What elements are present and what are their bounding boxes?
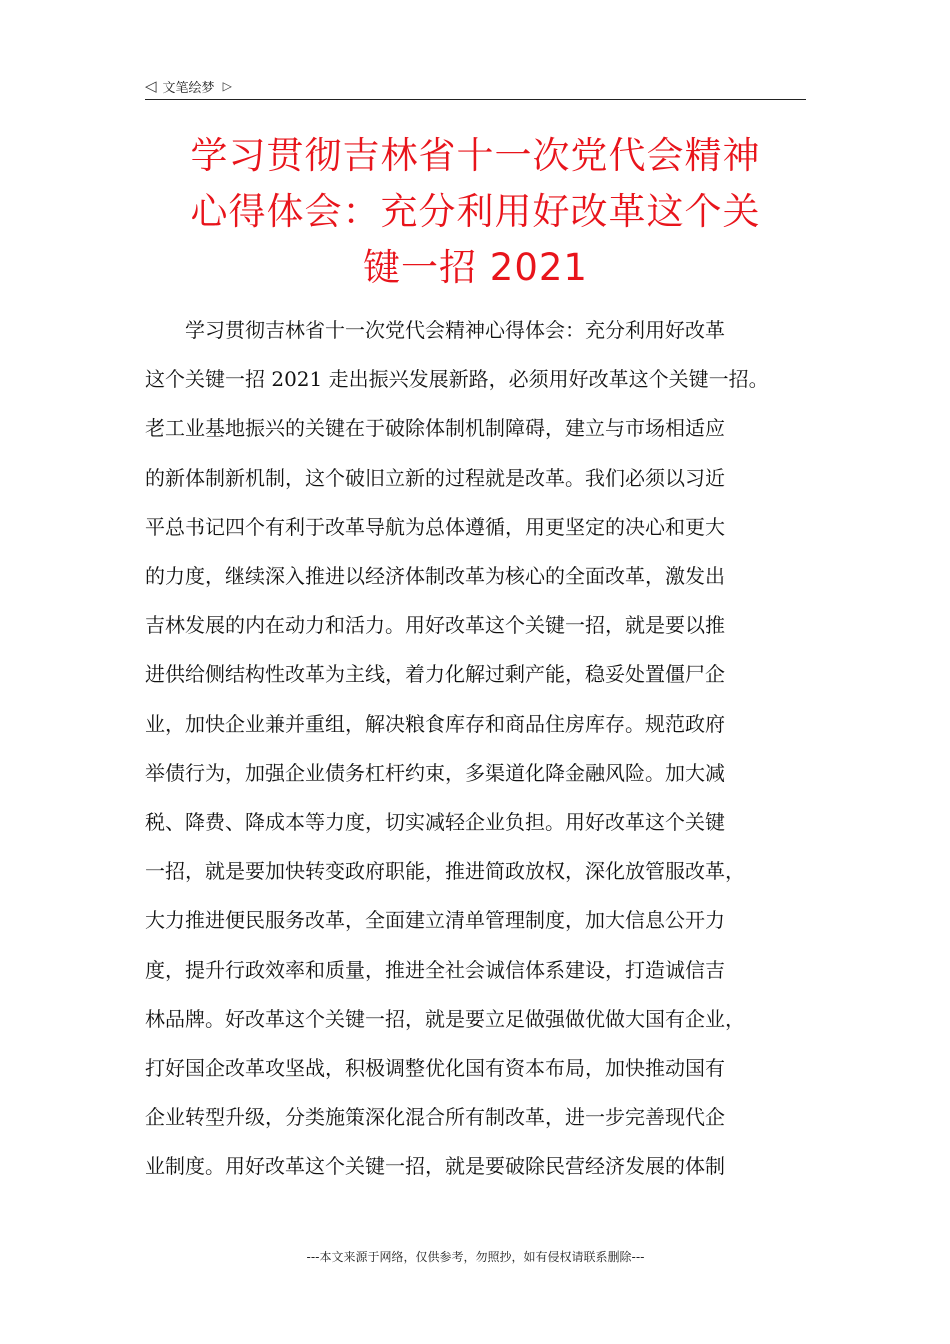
body-line: 一招，就是要加快转变政府职能，推进简政放权，深化放管服改革，	[145, 859, 745, 884]
body-line: 举债行为，加强企业债务杠杆约束，多渠道化降金融风险。加大减	[145, 760, 725, 785]
title-line: 键一招 2021	[363, 246, 588, 289]
body-line: 的新体制新机制，这个破旧立新的过程就是改革。我们必须以习近	[145, 465, 725, 490]
body-line: 进供给侧结构性改革为主线，着力化解过剩产能，稳妥处置僵尸企	[145, 662, 725, 687]
title-line: 学习贯彻吉林省十一次党代会精神	[190, 134, 761, 177]
body-text	[145, 306, 813, 1192]
body-line: 业，加快企业兼并重组，解决粮食库存和商品住房库存。规范政府	[145, 711, 725, 736]
body-line: 吉林发展的内在动力和活力。用好改革这个关键一招，就是要以推	[145, 613, 725, 638]
brand-label: 文笔绘梦	[162, 80, 215, 96]
body-line: 业制度。用好改革这个关键一招，就是要破除民营经济发展的体制	[145, 1154, 725, 1179]
document-header	[145, 74, 232, 98]
document-title	[145, 128, 806, 296]
header-divider	[145, 99, 806, 100]
triangle-right-outline-icon: ▷	[222, 79, 232, 93]
body-line: 的力度，继续深入推进以经济体制改革为核心的全面改革，激发出	[145, 564, 725, 589]
footer-disclaimer: ---本文来源于网络，仅供参考，勿照抄，如有侵权请联系删除---	[306, 1250, 645, 1264]
triangle-left-outline-icon: ◁	[145, 76, 157, 95]
body-line: 企业转型升级，分类施策深化混合所有制改革，进一步完善现代企	[145, 1105, 725, 1130]
body-line: 学习贯彻吉林省十一次党代会精神心得体会：充分利用好改革	[145, 318, 725, 342]
body-line: 打好国企改革攻坚战，积极调整优化国有资本布局，加快推动国有	[145, 1056, 725, 1081]
body-line: 税、降费、降成本等力度，切实减轻企业负担。用好改革这个关键	[145, 810, 725, 835]
body-line: 这个关键一招 2021 走出振兴发展新路，必须用好改革这个关键一招。	[145, 367, 769, 392]
body-line: 老工业基地振兴的关键在于破除体制机制障碍，建立与市场相适应	[145, 416, 725, 441]
title-line: 心得体会：充分利用好改革这个关	[190, 190, 761, 233]
body-line: 平总书记四个有利于改革导航为总体遵循，用更坚定的决心和更大	[145, 514, 725, 539]
body-line: 林品牌。好改革这个关键一招，就是要立足做强做优做大国有企业，	[145, 1006, 745, 1031]
body-line: 大力推进便民服务改革，全面建立清单管理制度，加大信息公开力	[145, 908, 725, 933]
body-line: 度，提升行政效率和质量，推进全社会诚信体系建设，打造诚信吉	[145, 957, 725, 982]
